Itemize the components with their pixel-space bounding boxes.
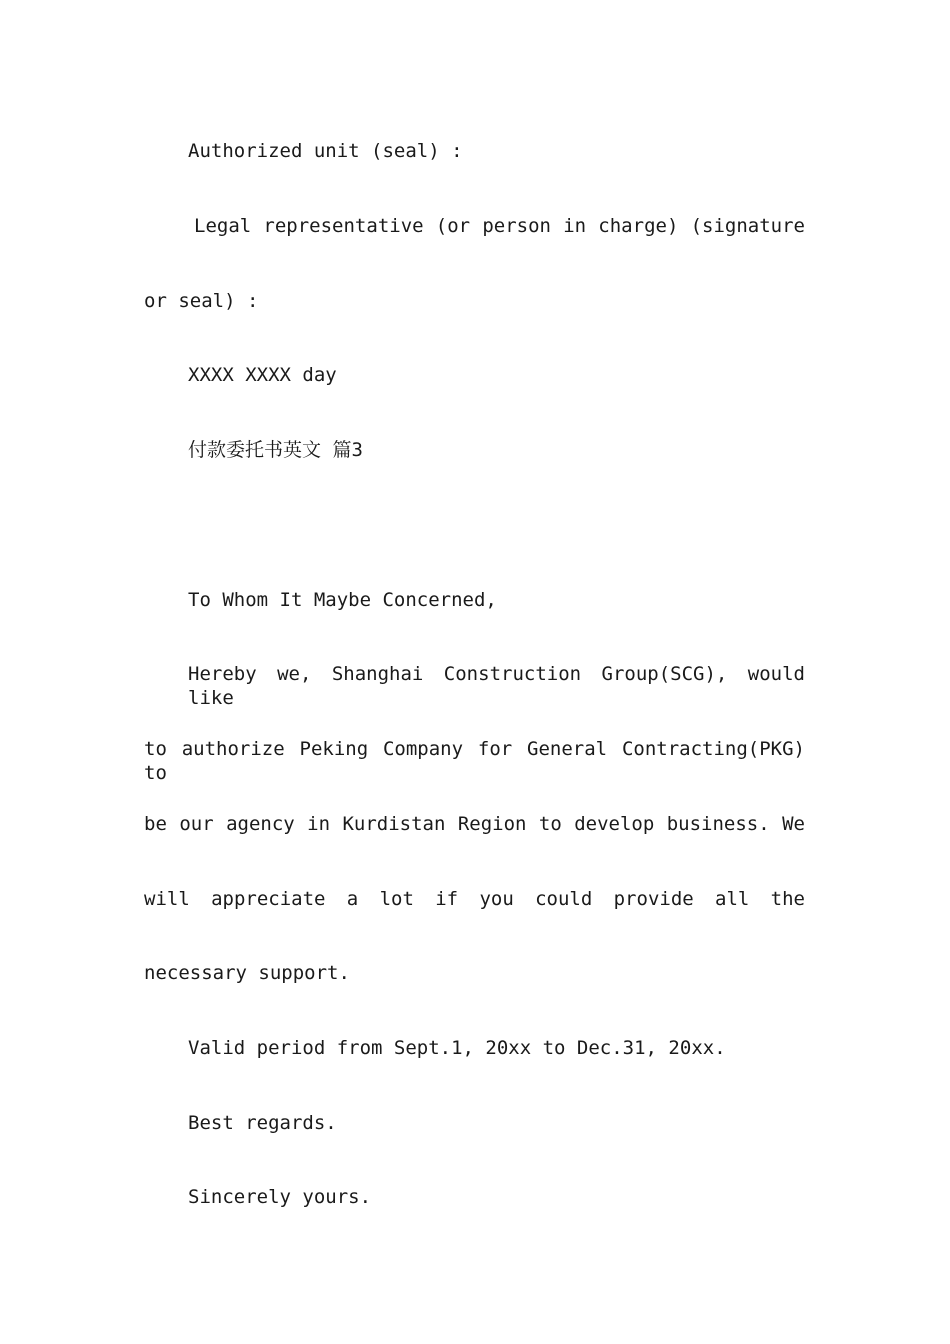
legal-rep-line-1: Legal representative (or person in charge) (signature: [194, 215, 805, 237]
body-line-2: to authorize Peking Company for General Contracting(PKG) to: [144, 738, 805, 784]
date-line: XXXX XXXX day: [188, 364, 337, 386]
body-line-5: necessary support.: [144, 962, 350, 984]
closing-best-regards: Best regards.: [188, 1112, 337, 1134]
body-line-3: be our agency in Kurdistan Region to develop business. We: [144, 813, 805, 835]
salutation: To Whom It Maybe Concerned,: [188, 589, 497, 611]
authorized-unit-line: Authorized unit (seal) :: [188, 140, 463, 162]
closing-sincerely: Sincerely yours.: [188, 1186, 372, 1208]
body-line-4: will appreciate a lot if you could provide all the: [144, 888, 805, 910]
valid-period-line: Valid period from Sept.1, 20xx to Dec.31, 20xx.: [188, 1037, 726, 1059]
section-heading: 付款委托书英文 篇3: [188, 439, 363, 461]
body-line-1: Hereby we, Shanghai Construction Group(SCG), would like: [188, 663, 805, 709]
legal-rep-line-2: or seal) :: [144, 290, 259, 312]
